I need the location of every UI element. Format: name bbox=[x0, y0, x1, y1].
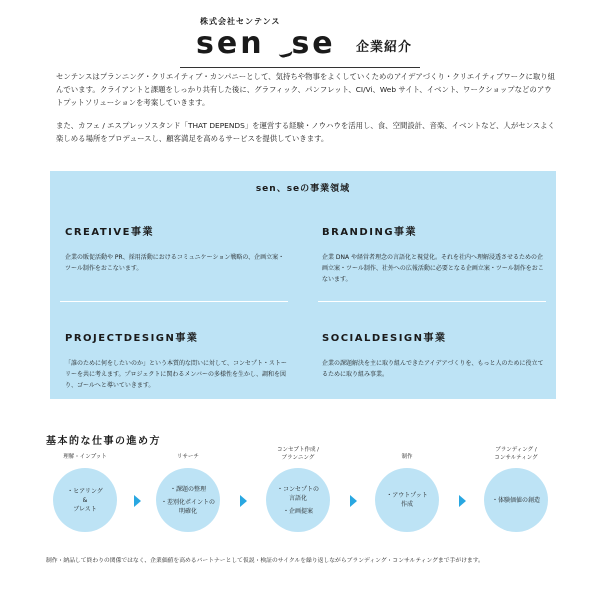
workflow-step-line: ・課題の整理 bbox=[169, 485, 206, 493]
business-item-heading: PROJECTDESIGN事業 bbox=[65, 333, 199, 344]
sense-logo: sen se bbox=[196, 26, 336, 61]
arrow-right-icon bbox=[240, 495, 247, 507]
page-title: 企業紹介 bbox=[356, 40, 413, 55]
header-divider bbox=[180, 67, 420, 68]
workflow-step-label: 制作 bbox=[401, 454, 413, 460]
workflow-step-label: コンセプト作成 / ブランニング bbox=[276, 447, 320, 461]
page-header bbox=[0, 10, 600, 70]
business-item-creative bbox=[65, 223, 290, 274]
business-item-text: 企業の販促活動や PR、採用活動におけるコミュニケーション戦略の、企画立案・ツール制作をおこないます。 bbox=[65, 254, 285, 272]
workflow-title: 基本的な仕事の進め方 bbox=[46, 436, 161, 447]
workflow-step-line: ・企画提案 bbox=[282, 507, 313, 515]
workflow-step-line: ブレスト bbox=[73, 505, 97, 513]
intro-section bbox=[56, 70, 556, 155]
workflow-step-line: ・差別化ポイントの bbox=[160, 498, 215, 506]
workflow-step-circle bbox=[53, 468, 117, 532]
intro-paragraph-1: センテンスはプランニング・クリエイティブ・カンパニーとして、気持ちや物事をよくしていくためのアイデアづくり・クリエイティブワークに取り組んでいます。クライアントと課題をしっかり共有した後に、グラフィック、パンフレット、CI/Vi、Web サイト、イベント、ワークショップなどのアウトプットソリューションを考案していきます。 bbox=[56, 72, 556, 107]
company-name: 株式会社センテンス bbox=[200, 17, 281, 26]
business-item-text: 企業 DNA や経営者理念の言語化と視覚化。それを社内へ理解浸透させるための企画立案・ツール制作、社外への広報活動に必要となる企画立案・ツール制作をおこないます。 bbox=[322, 254, 544, 283]
business-item-text: 「誰のために何をしたいのか」という本質的な問いに対して、コンセプト・ストーリーを共に考えます。プロジェクトに関わるメンバーの多様性を生かし、調和を図り、ゴールへと導いていきます。 bbox=[65, 360, 287, 389]
workflow-step-circle bbox=[266, 468, 330, 532]
workflow-step-circle bbox=[484, 468, 548, 532]
panel-divider bbox=[318, 301, 546, 302]
workflow-step-line: ・ヒアリング bbox=[67, 487, 103, 495]
business-domain-panel bbox=[50, 171, 556, 399]
business-item-branding bbox=[322, 223, 547, 285]
arrow-right-icon bbox=[459, 495, 466, 507]
workflow-step-label: リサーチ bbox=[177, 454, 199, 460]
workflow-step-line: & bbox=[82, 496, 88, 504]
workflow-step-line: ・体験価値の創造 bbox=[491, 496, 540, 504]
business-item-heading: CREATIVE事業 bbox=[65, 227, 154, 238]
arrow-right-icon bbox=[350, 495, 357, 507]
workflow-step-line: 作成 bbox=[400, 501, 413, 508]
workflow-step-line: 言語化 bbox=[288, 494, 307, 502]
workflow-step-circle bbox=[375, 468, 439, 532]
workflow-step-label: ブランディング / コンサルティング bbox=[494, 447, 538, 461]
workflow-step-circle bbox=[156, 468, 220, 532]
business-item-projectdesign bbox=[65, 329, 290, 391]
business-domain-title: sen、seの事業領域 bbox=[255, 184, 351, 194]
workflow-step-line: ・アウトプット bbox=[386, 492, 428, 499]
workflow-step-label: 理解・インプット bbox=[63, 454, 107, 460]
workflow-note: 制作・納品して終わりの関係ではなく、企業価値を高めるパートナーとして仮説・検証のサイクルを繰り返しながらブランディング・コンサルティングまで手がけます。 bbox=[46, 558, 484, 564]
panel-divider bbox=[60, 301, 288, 302]
business-item-heading: BRANDING事業 bbox=[322, 227, 418, 238]
business-item-heading: SOCIALDESIGN事業 bbox=[322, 333, 447, 344]
intro-paragraph-2: また、カフェ / エスプレッソスタンド「THAT DEPENDS」を運営する経験・ノウハウを活用し、食、空間設計、音楽、イベントなど、人がセンスよく楽しめる場所をプロデュースし、顧客満足を高めるサービスを提供していきます。 bbox=[56, 121, 555, 143]
workflow-step-line: ・コンセプトの bbox=[276, 485, 319, 493]
workflow-step-line: 明確化 bbox=[178, 507, 197, 515]
business-item-socialdesign bbox=[322, 329, 547, 380]
arrow-right-icon bbox=[134, 495, 141, 507]
business-item-text: 企業の課題解決を主に取り組んできたアイデアづくりを、もっと人のために役立てるために取り組み事業。 bbox=[322, 360, 544, 378]
